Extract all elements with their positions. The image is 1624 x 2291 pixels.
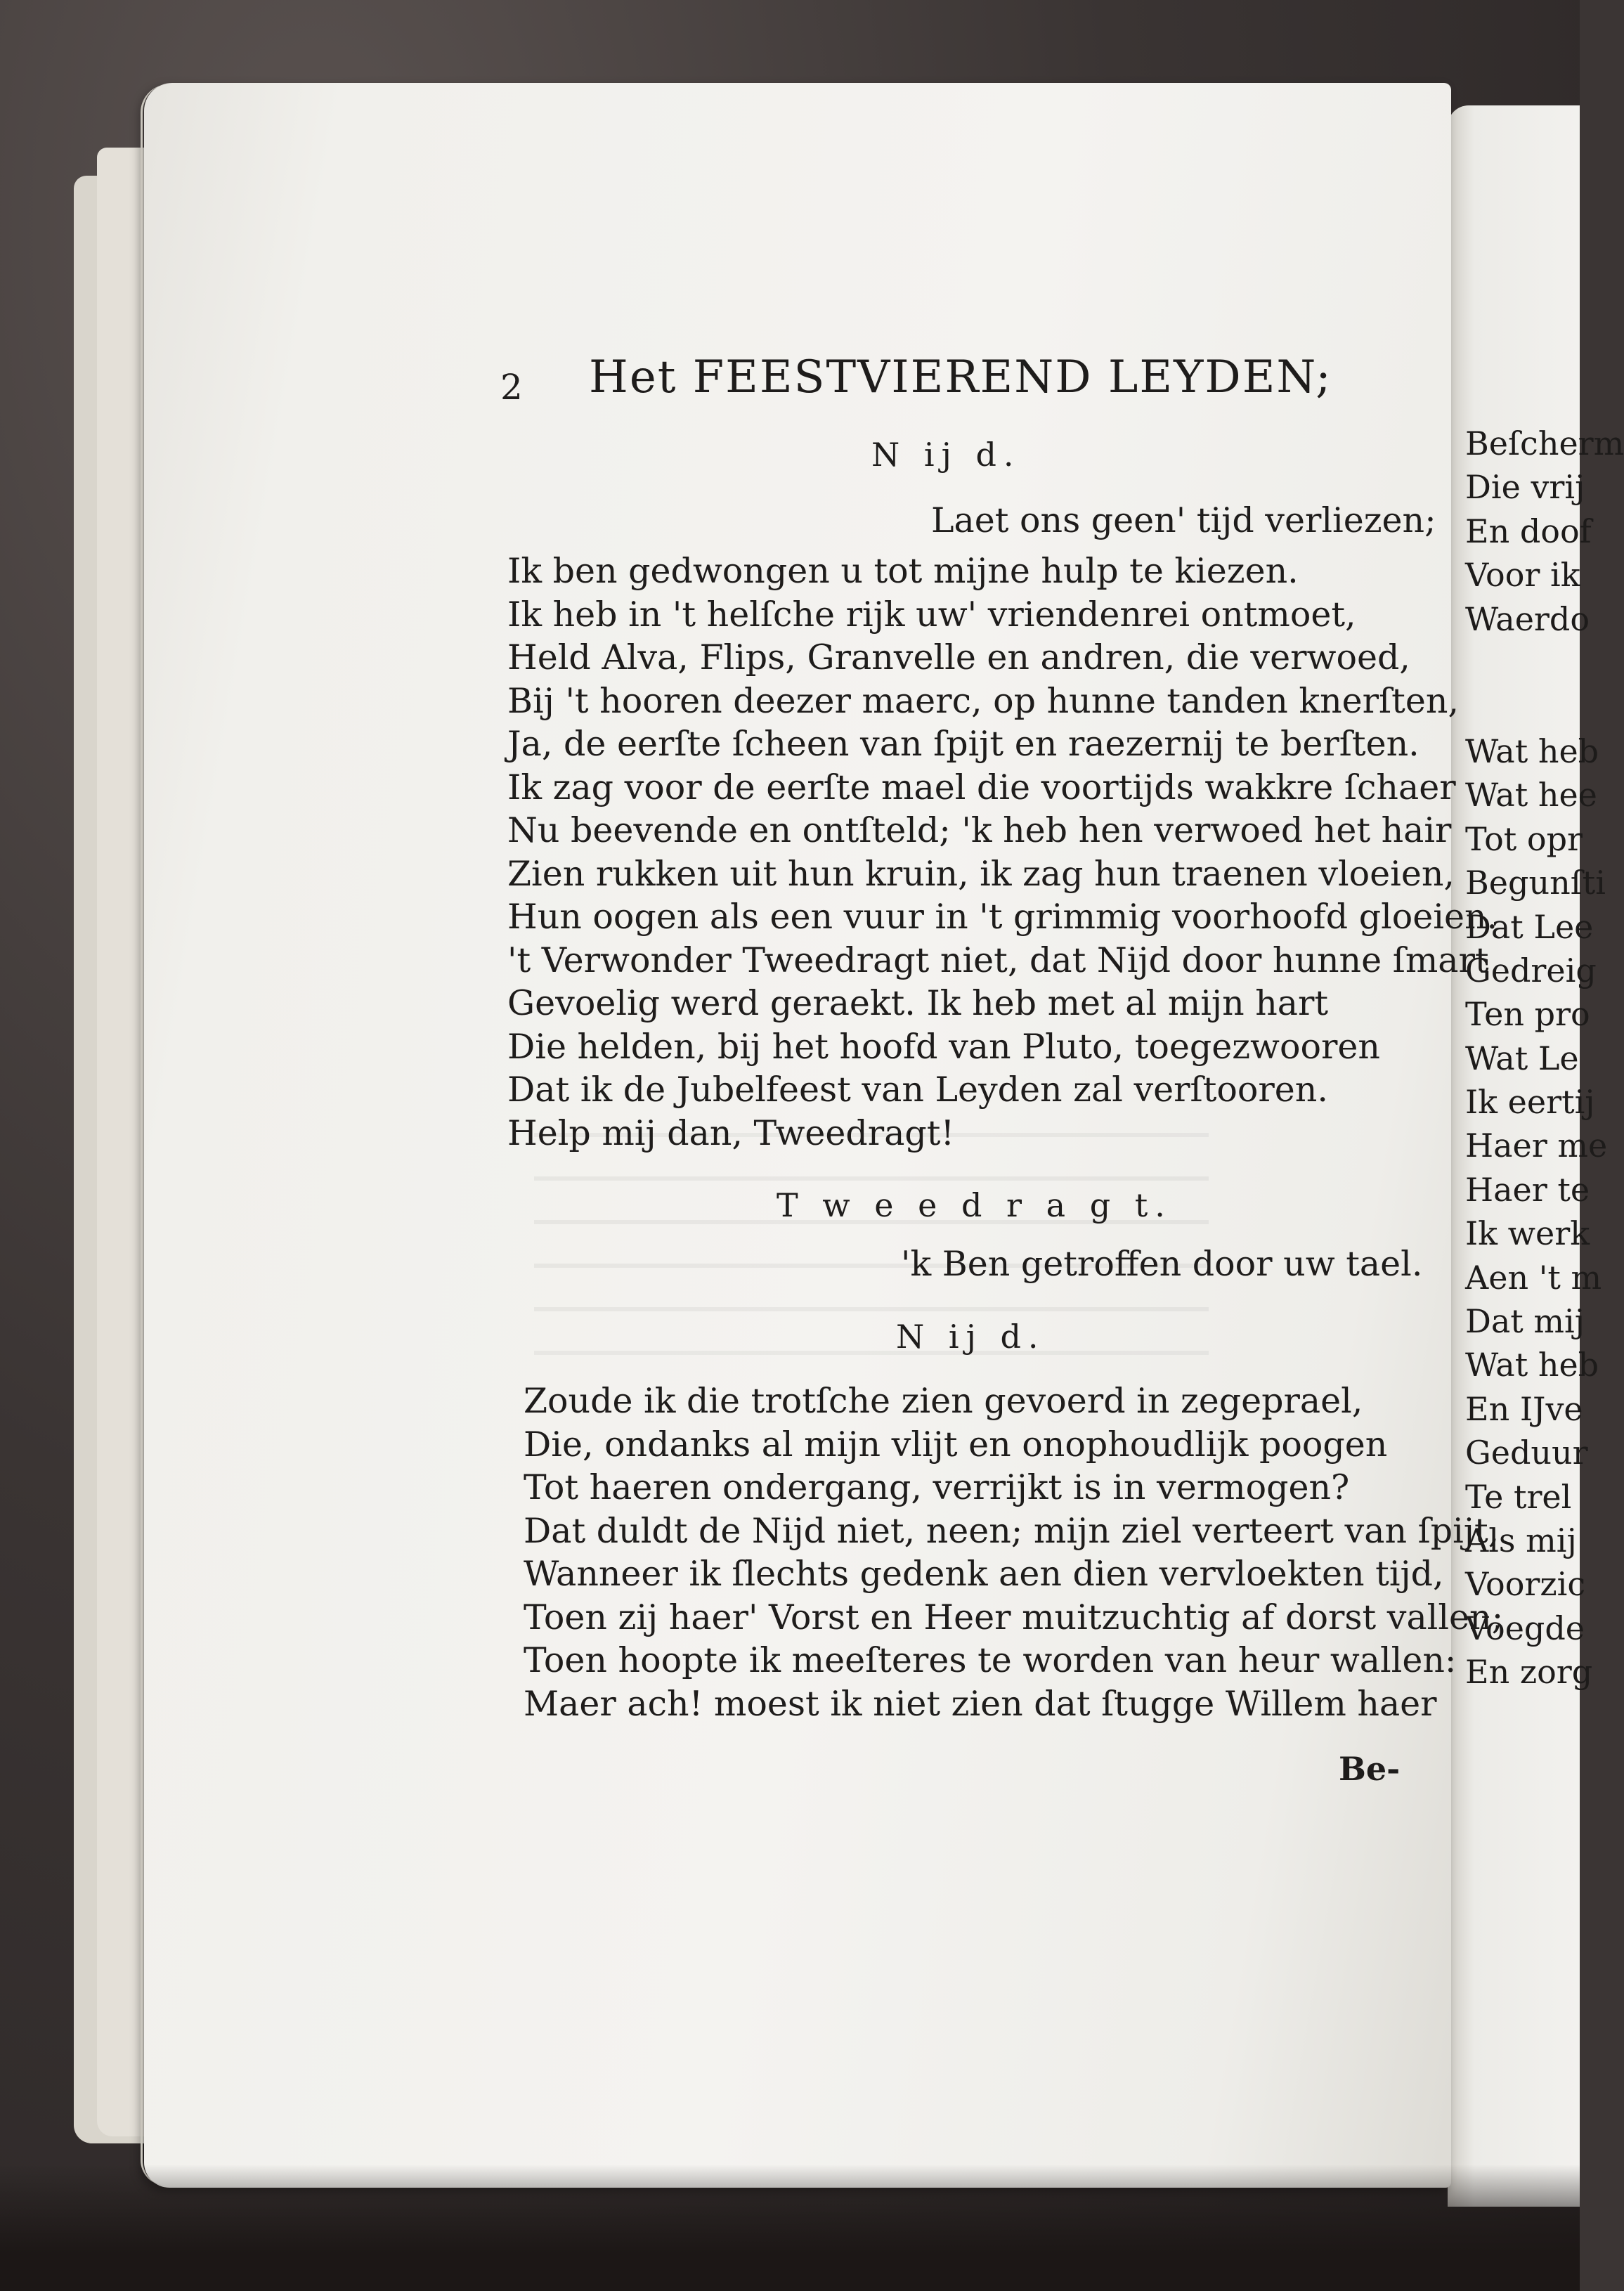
facing-line: Wat heb <box>1465 1346 1599 1384</box>
verse-line: Help mij dan, Tweedragt! <box>507 1112 955 1153</box>
facing-line: Wat Le <box>1465 1039 1579 1077</box>
verse-line: Tot haeren ondergang, verrijkt is in vermogen? <box>524 1467 1350 1507</box>
facing-line: Aen 't m <box>1465 1258 1602 1297</box>
facing-line: Dat Lee <box>1465 907 1594 946</box>
verse-line: Die helden, bij het hoofd van Pluto, toegezwooren <box>507 1026 1380 1067</box>
facing-line: Wat hee <box>1465 776 1597 814</box>
facing-line: En zorg <box>1465 1653 1593 1692</box>
verse-line: Nu beevende en ontſteld; 'k heb hen verwoed het hair <box>507 810 1452 850</box>
verse-line: Laet ons geen' tijd verliezen; <box>931 500 1436 540</box>
facing-line: Gedreig <box>1465 951 1597 989</box>
verse-block <box>507 550 1498 1155</box>
facing-line: Dat mij <box>1465 1302 1585 1341</box>
verse-line: Toen zij haer' Vorst en Heer muitzuchtig af dorst vallen; <box>524 1597 1504 1637</box>
speaker-heading: N ij d. <box>871 436 1021 474</box>
facing-line: Begunſti <box>1465 864 1606 902</box>
facing-line: En doof <box>1465 512 1592 550</box>
facing-line: Voegde <box>1465 1609 1585 1647</box>
verse-line: Ja, de eerſte ſcheen van ſpijt en raezernij te berſten. <box>507 724 1420 764</box>
speaker-heading: T w e e d r a g t. <box>777 1186 1172 1224</box>
facing-line: Wat heb <box>1465 732 1599 770</box>
verse-line: Zoude ik die trotſche zien gevoerd in zegeprael, <box>524 1381 1363 1421</box>
facing-line: Ten pro <box>1465 995 1590 1034</box>
verse-line: Ik ben gedwongen u tot mijne hulp te kiezen. <box>507 551 1299 591</box>
verse-line: 't Verwonder Tweedragt niet, dat Nijd door hunne ſmart <box>507 940 1489 980</box>
verse-line: Zien rukken uit hun kruin, ik zag hun traenen vloeien, <box>507 853 1455 894</box>
verse-line: Ik zag voor de eerſte mael die voortijds wakkre ſchaer <box>507 767 1456 807</box>
facing-line: Haer te <box>1465 1170 1590 1209</box>
catchword: Be- <box>1339 1750 1401 1788</box>
verse-line: Gevoelig werd geraekt. Ik heb met al mijn hart <box>507 983 1329 1023</box>
facing-line: Tot opr <box>1465 819 1583 858</box>
verse-line: 'k Ben getroffen door uw tael. <box>901 1244 1423 1284</box>
facing-line: Ik eertij <box>1465 1083 1595 1122</box>
verse-line: Die, ondanks al mijn vlijt en onophoudlijk poogen <box>524 1424 1388 1465</box>
verse-block <box>524 1380 1503 1725</box>
facing-line: Beſcherm <box>1465 424 1624 462</box>
facing-line: Ik werk <box>1465 1214 1590 1253</box>
page-number: 2 <box>500 367 523 408</box>
verse-line: Toen hoopte ik meeſteres te worden van heur wallen: <box>524 1640 1457 1680</box>
facing-line: Te trel <box>1465 1477 1572 1516</box>
facing-line: Voor ik <box>1465 556 1580 595</box>
facing-line: Die vrij <box>1465 468 1585 507</box>
verse-line: Hun oogen als een vuur in 't grimmig voorhoofd gloeien. <box>507 897 1498 937</box>
verse-line: Dat duldt de Nijd niet, neen; mijn ziel verteert van ſpijt, <box>524 1510 1500 1551</box>
verse-line: Dat ik de Jubelfeest van Leyden zal verſtooren. <box>507 1070 1328 1110</box>
facing-line: Geduur <box>1465 1434 1588 1472</box>
speaker-heading: N ij d. <box>896 1318 1046 1356</box>
verse-line: Maer ach! moest ik niet zien dat ſtugge Willem haer <box>524 1683 1437 1724</box>
running-head: Het FEESTVIEREND LEYDEN; <box>589 351 1332 403</box>
verse-line: Ik heb in 't helſche rijk uw' vriendenrei ontmoet, <box>507 594 1356 635</box>
facing-line: Haer me <box>1465 1127 1608 1165</box>
facing-line: Als mij <box>1465 1521 1577 1559</box>
verse-line: Held Alva, Flips, Granvelle en andren, die verwoed, <box>507 637 1410 677</box>
verse-line: Wanneer ik ſlechts gedenk aen dien vervloekten tijd, <box>524 1554 1444 1594</box>
facing-line: En IJve <box>1465 1389 1583 1428</box>
facing-line: Waerdo <box>1465 599 1590 638</box>
facing-line: Voorzic <box>1465 1565 1586 1604</box>
verse-line: Bij 't hooren deezer maerc, op hunne tanden knerſten, <box>507 680 1460 721</box>
